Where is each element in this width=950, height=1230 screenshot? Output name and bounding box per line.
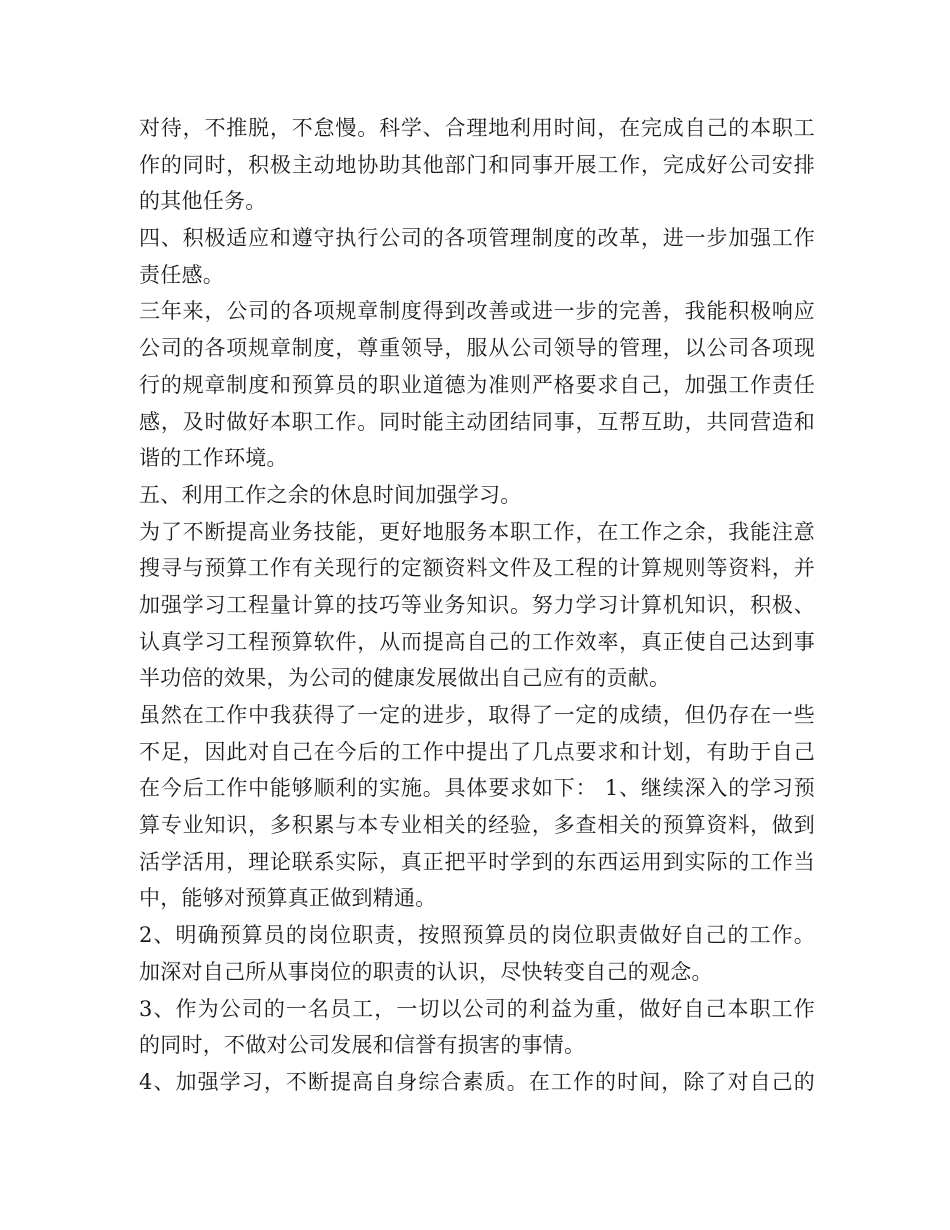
- text-line: 为了不断提高业务技能，更好地服务本职工作，在工作之余，我能注意: [139, 519, 815, 544]
- text-line: 对待，不推脱，不怠慢。科学、合理地利用时间，在完成自己的本职工: [139, 116, 815, 140]
- text-line: 谐的工作环境。: [139, 446, 288, 471]
- text-line: 五、利用工作之余的休息时间加强学习。: [139, 482, 522, 507]
- text-line: 2、明确预算员的岗位职责，按照预算员的岗位职责做好自己的工作。: [139, 923, 815, 948]
- text-line: 加深对自己所从事岗位的职责的认识，尽快转变自己的观念。: [139, 959, 713, 984]
- text-line: 半功倍的效果，为公司的健康发展做出自己应有的贡献。: [139, 666, 671, 691]
- text-line: 算专业知识，多积累与本专业相关的经验，多查相关的预算资料，做到: [139, 813, 815, 838]
- text-line: 感，及时做好本职工作。同时能主动团结同事，互帮互助，共同营造和: [139, 409, 815, 434]
- text-line: 责任感。: [139, 262, 224, 287]
- text-line: 作的同时，积极主动地协助其他部门和同事开展工作，完成好公司安排: [139, 152, 815, 177]
- text-line: 三年来，公司的各项规章制度得到改善或进一步的完善，我能积极响应: [139, 299, 815, 324]
- text-line: 认真学习工程预算软件，从而提高自己的工作效率，真正使自己达到事: [139, 629, 815, 654]
- text-line: 搜寻与预算工作有关现行的定额资料文件及工程的计算规则等资料，并: [139, 556, 815, 581]
- text-line: 在今后工作中能够顺利的实施。具体要求如下： 1、继续深入的学习预: [139, 776, 815, 801]
- text-line: 不足，因此对自己在今后的工作中提出了几点要求和计划，有助于自己: [139, 739, 815, 764]
- text-line: 的其他任务。: [139, 189, 267, 214]
- body-text: [139, 110, 815, 1101]
- text-line: 4、加强学习，不断提高自身综合素质。在工作的时间，除了对自己的: [139, 1069, 815, 1094]
- text-line: 行的规章制度和预算员的职业道德为准则严格要求自己，加强工作责任: [139, 372, 815, 397]
- text-line: 虽然在工作中我获得了一定的进步，取得了一定的成绩，但仍存在一些: [139, 703, 815, 727]
- text-line: 中，能够对预算真正做到精通。: [139, 886, 437, 911]
- text-line: 3、作为公司的一名员工，一切以公司的利益为重，做好自己本职工作: [139, 996, 815, 1021]
- text-line: 加强学习工程量计算的技巧等业务知识。努力学习计算机知识，积极、: [139, 592, 815, 617]
- text-line: 公司的各项规章制度，尊重领导，服从公司领导的管理，以公司各项现: [139, 336, 815, 361]
- text-line: 活学活用，理论联系实际，真正把平时学到的东西运用到实际的工作当: [139, 849, 815, 874]
- text-line: 的同时，不做对公司发展和信誉有损害的事情。: [139, 1033, 586, 1058]
- text-line: 四、积极适应和遵守执行公司的各项管理制度的改革，进一步加强工作: [139, 226, 815, 251]
